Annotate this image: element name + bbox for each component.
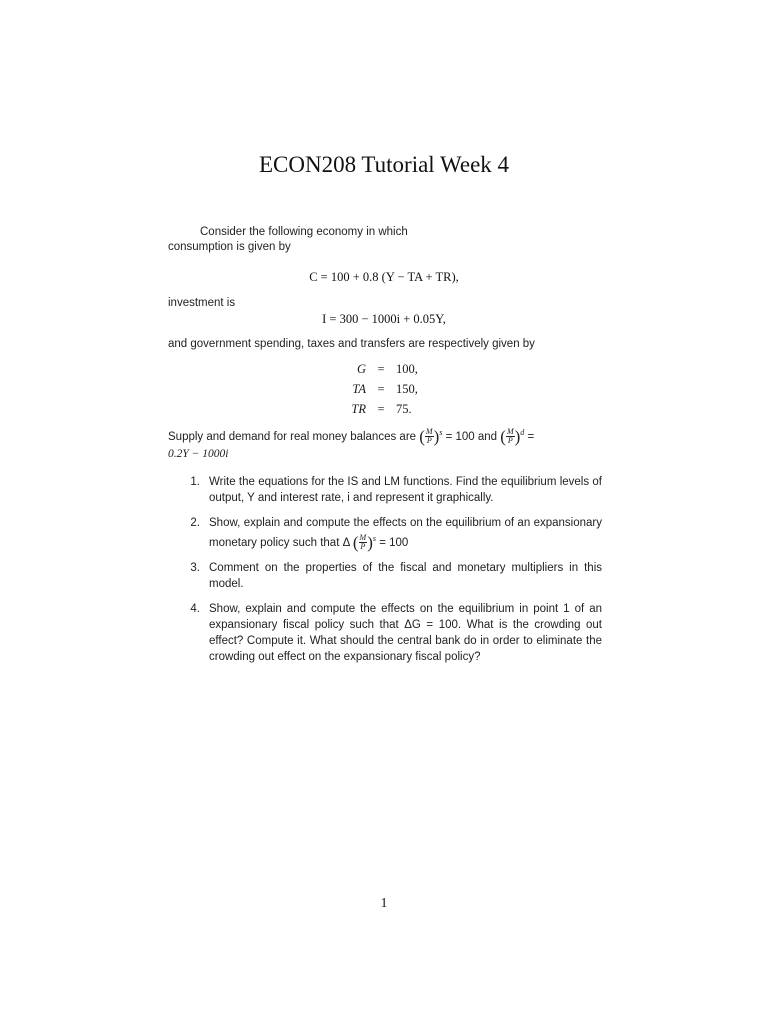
government-equations (330, 362, 446, 422)
page-title: ECON208 Tutorial Week 4 (258, 152, 510, 177)
m-over-p-fraction: $\frac{M}{P}$ (506, 427, 514, 446)
question-number: 4. (190, 603, 200, 616)
question-text: Comment on the properties of the fiscal and monetary multipliers in this model. (209, 562, 602, 591)
money-demand-line-2: 0.2Y − 1000i (168, 448, 229, 460)
money-balances-line: Supply and demand for real money balances are ( $\frac{M}{P}$ )$^s$ = 100 and ( $\frac{M}{P}$ )$^d$ = (168, 427, 535, 447)
m-over-p-fraction: $\frac{M}{P}$ (359, 533, 367, 552)
money-text: Supply and demand for real money balances are (168, 430, 417, 443)
question-text: Write the equations for the IS and LM functions. Find the equilibrium levels of output, Y and interest rate, i and represent it graphically. (209, 476, 602, 504)
question-number: 1. (190, 476, 200, 488)
intro-line-1: Consider the following economy in which (200, 226, 408, 238)
gov-label: G (356, 362, 366, 376)
investment-label: investment is (168, 297, 236, 309)
list-item (168, 515, 602, 551)
q2-tail: = 100 (379, 536, 409, 549)
gov-value: 100, (396, 362, 418, 376)
gov-label: TA (352, 382, 366, 396)
government-text: and government spending, taxes and transfers are respectively given by (168, 338, 535, 350)
question-number: 2. (190, 517, 200, 529)
m-over-p-fraction: $\frac{M}{P}$ (425, 427, 433, 446)
question-text: Show, explain and compute the effects on the equilibrium of an expansionary monetary policy such that Δ (209, 517, 602, 549)
gov-value: 75. (396, 402, 412, 416)
question-text-wrap: Show, explain and compute the effects on the equilibrium of an expansionary monetary policy such that Δ ( $\frac{M}{P}$ )$^s$ = 100 (209, 517, 602, 552)
gov-label: TR (351, 402, 366, 416)
page-number: 1 (380, 896, 388, 911)
list-item (168, 601, 602, 665)
list-item (168, 474, 602, 506)
question-list (168, 474, 602, 674)
intro-line-2: consumption is given by (168, 241, 291, 253)
equals-sign: = (377, 362, 385, 376)
equals-sign: = (377, 402, 385, 416)
money-eq-1: = 100 and (445, 430, 498, 443)
equals-sign: = (377, 382, 385, 396)
question-number: 3. (190, 562, 200, 575)
consumption-equation: C = 100 + 0.8 (Y − TA + TR), (309, 270, 459, 284)
gov-row-g (330, 362, 446, 382)
question-text: Show, explain and compute the effects on the equilibrium in point 1 of an expansionary fiscal policy such that ΔG = 100. What is the crowding out effect? Compute it. What should the central bank do in order to eliminate the crowding out effect on the expansionary fiscal policy? (209, 603, 602, 664)
gov-row-tr (330, 402, 446, 422)
investment-equation: I = 300 − 1000i + 0.05Y, (322, 312, 446, 326)
list-item (168, 560, 602, 592)
gov-value: 150, (396, 382, 418, 396)
gov-row-ta (330, 382, 446, 402)
money-eq-2: = (527, 430, 535, 443)
